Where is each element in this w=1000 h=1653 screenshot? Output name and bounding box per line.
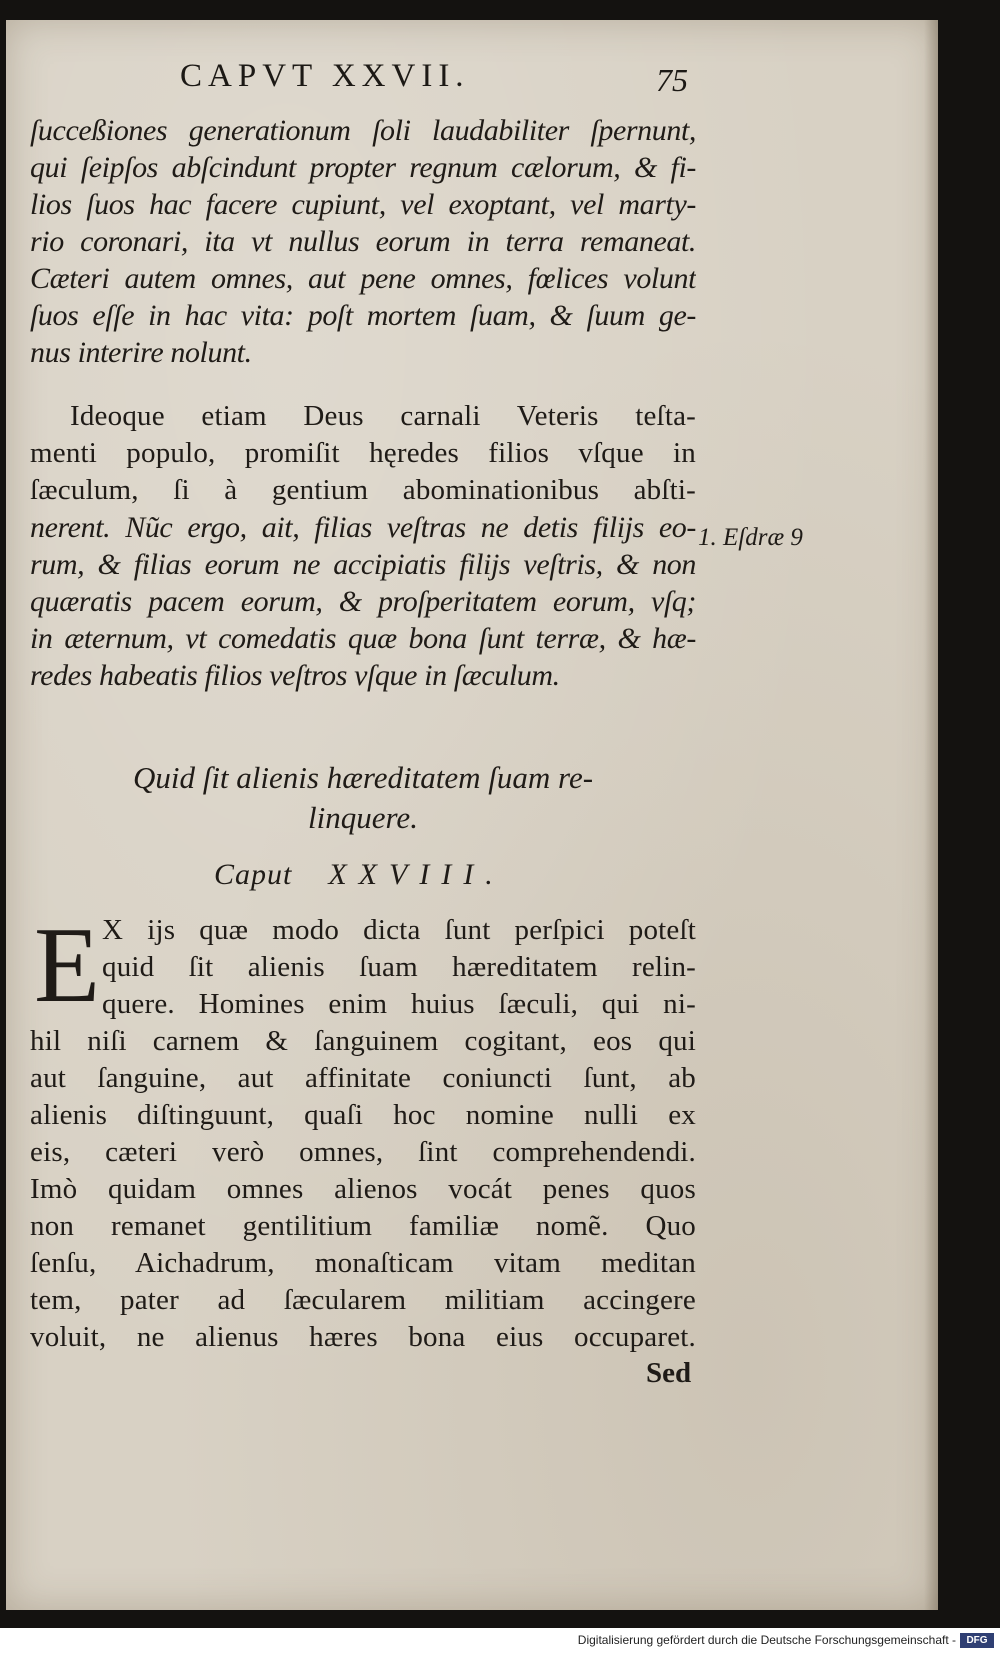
chapter-heading: [214, 858, 505, 892]
dfg-logo: DFG: [960, 1633, 994, 1648]
passage-3-line: ſenſu, Aichadrum, monaſticam vitam meditan: [30, 1247, 696, 1279]
passage-2-line: ſæculum, ſi à gentium abominationibus abſti-: [30, 474, 696, 506]
passage-1-line: qui ſeipſos abſcindunt propter regnum cælorum, & fi-: [30, 151, 696, 184]
passage-1: [30, 112, 696, 371]
section-heading: [30, 758, 696, 838]
passage-2: [30, 398, 696, 694]
passage-1-line: Cæteri autem omnes, aut pene omnes, fœlices volunt: [30, 262, 696, 295]
passage-1-line: ſuos eſſe in hac vita: poſt mortem ſuam, & ſuum ge-: [30, 299, 696, 332]
passage-1-line: ſucceßiones generationum ſoli laudabiliter ſpernunt,: [30, 114, 696, 147]
funding-credit: Digitalisierung gefördert durch die Deutsche Forschungsgemeinschaft -: [577, 1633, 956, 1647]
section-heading-line-2: linquere.: [308, 800, 418, 835]
digitization-footer: [0, 1628, 1000, 1653]
section-heading-line-1: Quid ſit alienis hæreditatem ſuam re-: [132, 760, 594, 795]
passage-3-line: aut ſanguine, aut affinitate coniuncti ſunt, ab: [30, 1062, 696, 1094]
running-head-title: CAPVT XXVII.: [180, 58, 470, 94]
passage-2-line: redes habeatis filios veſtros vſque in ſæculum.: [30, 659, 560, 692]
chapter-label: Caput: [214, 858, 293, 891]
chapter-number: XXVIII.: [328, 858, 505, 891]
passage-3-line: quid ſit alienis ſuam hæreditatem relin-: [102, 951, 696, 983]
passage-3-line: tem, pater ad ſæcularem militiam accingere: [30, 1284, 696, 1316]
passage-3: [30, 906, 696, 1356]
passage-3-line: X ijs quæ modo dicta ſunt perſpici poteſt: [102, 914, 696, 946]
passage-3-line: Imò quidam omnes alienos vocát penes quos: [30, 1173, 696, 1205]
passage-3-line: voluit, ne alienus hæres bona eius occuparet.: [30, 1321, 696, 1353]
passage-3-line: hil niſi carnem & ſanguinem cogitant, eos qui: [30, 1025, 696, 1057]
passage-1-line: lios ſuos hac facere cupiunt, vel exoptant, vel marty-: [30, 188, 696, 221]
passage-2-line: in æternum, vt comedatis quæ bona ſunt terræ, & hæ-: [30, 622, 696, 655]
passage-3-line: eis, cæteri verò omnes, ſint comprehendendi.: [30, 1136, 696, 1168]
passage-2-line: quæratis pacem eorum, & proſperitatem eorum, vſq;: [30, 585, 696, 618]
passage-2-line: rum, & filias eorum ne accipiatis filijs veſtris, & non: [30, 548, 696, 581]
drop-cap-initial: E: [34, 906, 100, 1025]
passage-2-line: menti populo, promiſit hęredes filios vſque in: [30, 437, 696, 469]
passage-3-line: quere. Homines enim huius ſæculi, qui ni-: [102, 988, 696, 1020]
page-number: 75: [656, 62, 688, 98]
passage-2-line: Ideoque etiam Deus carnali Veteris teſta-: [70, 400, 696, 432]
page-edge-shadow: [924, 20, 938, 1610]
passage-3-line: alienis diſtinguunt, quaſi hoc nomine nulli ex: [30, 1099, 696, 1131]
passage-1-line: nus interire nolunt.: [30, 336, 252, 369]
passage-3-line: non remanet gentilitium familiæ nomẽ. Quo: [30, 1210, 696, 1242]
margin-reference: 1. Eſdræ 9: [698, 524, 803, 551]
passage-1-line: rio coronari, ita vt nullus eorum in terra remaneat.: [30, 225, 696, 258]
passage-2-line: nerent. Nũc ergo, ait, filias veſtras ne detis filijs eo-: [30, 511, 696, 544]
catchword: Sed: [646, 1357, 692, 1389]
